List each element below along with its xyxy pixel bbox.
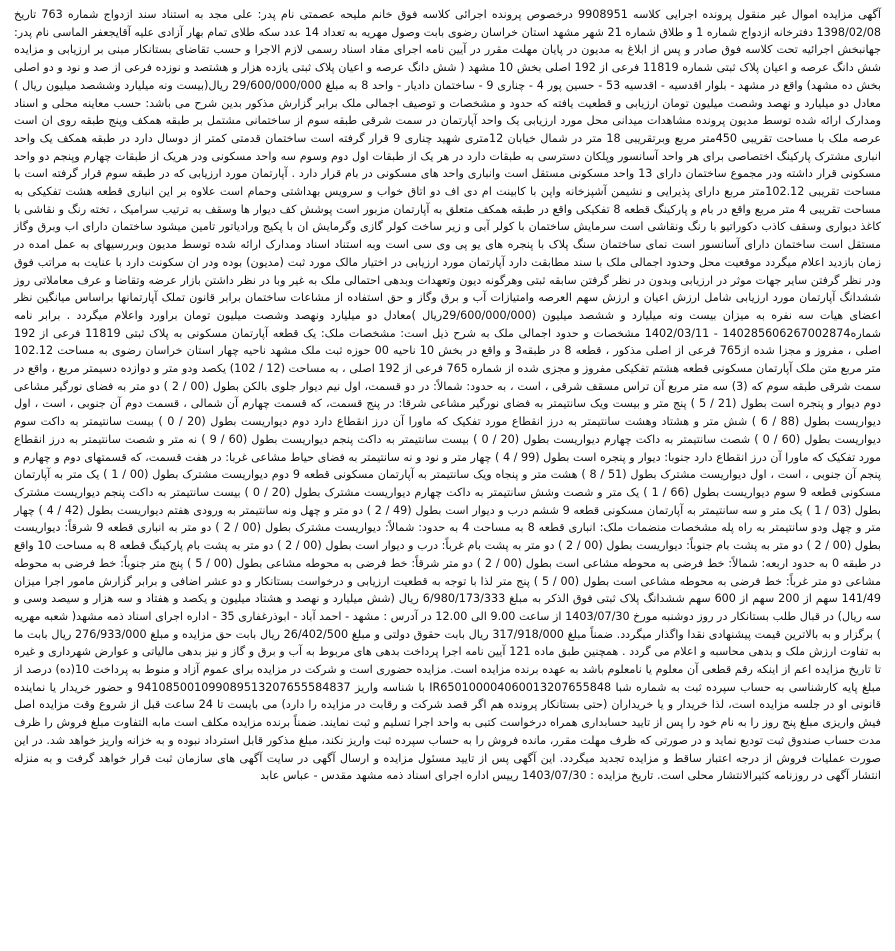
auction-notice-body: آگهی مزایده اموال غیر منقول پرونده اجرایی کلاسه 9908951 درخصوص پرونده اجرائی کلاسه فوق خانم ملیحه عصمتی نام پدر: علی مجد به استناد سند ازدواج شماره 763 تاریخ 1398/02/08 دفترخانه ازدواج شماره 1 و طلاق شماره 21 شهر مشهد استان خراسان رضوی بابت وصول مهریه به تعداد 14 عدد سکه طلای تمام بهار آزادی علیه آقایجعفر الماسی نام پدر: جهانبخش اجرائیه تحت کلاسه فوق صادر و پس از ابلاغ به مدیون در پایان مهلت مقرر در آیین نامه اجرای مفاد اسناد رسمی لازم الاجرا و حسب تقاضای بستانکار مبنی بر ارزیابی و مزایده شش دانگ عرصه و اعیان پلاک ثبتی شماره 11819 فرعی از 192 اصلی بخش 10 مشهد ( شش دانگ عرصه و اعیان پلاک ثبتی یازده هزار و هشتصد و نوزده فرعی از صد و نود و دو اصلی بخش ده مشهد) واقع در مشهد - بلوار اقدسیه - اقدسیه 53 - حسین پور 4 - چناری 9 - ساختمان دادیار - واحد 8 به مبلغ 29/600/000/000 ریال(بیست ونه میلیارد وششصد میلیون ریال ) معادل دو میلیارد و نهصد وشصت میلیون تومان ارزیابی و قطعیت یافته که حدود و مشخصات و توصیف اجمالی ملک برابر گزارش مذکور بدین شرح می باشد: حسب معاینه محلی و اسناد ومدارک ارائه شده توسط مدیون پرونده مشاهدات میدانی محل مورد ارزیابی یک واحد آپارتمان در سمت شرقی طبقه سوم از ساختمانی مشتمل بر طبقه همکف وپنج طبقه روی ان است عرصه ملک با مساحت تقریبی 450متر مربع وبرتقریبی 18 متر در شمال خیابان 12متری شهید چناری 9 قرار گرفته است ساختمان قدمتی کمتر از دوسال دارد در طبقه همکف یک واحد انباری مشترک پارکینگ اختصاصی برای هر واحد آسانسور وپلکان دسترسی به طبقات دارد در هر یک از طبقات اول دوم وسوم سه واحد مسکونی ودر هریک از طبقات چهارم وپنجم دو واحد مسکونی قرار داشته ودر مجموع ساختمان دارای 13 واحد مسکونی مستقل است وانباری واحد های مسکونی در بام قرار دارد . آپارتمان مورد ارزیابی که در طبقه سوم قرار گرفته است با مساحت تقریبی 102.12متر مربع دارای پذیرایی و نشیمن آشپزخانه واپن با کابینت ام دی اف دو اتاق خواب و سرویس بهداشتی وحمام است علاوه بر این انباری قطعه هشت تفکیکی به مساحت تقریبی 4 متر مربع واقع در بام و پارکینگ قطعه 8 تفکیکی واقع در طبقه همکف متعلق به آپارتمان مزبور است پوشش کف دیوار ها وسقف به ترتیب سرامیک ، تخته رنگ و نقاشی با کاغذ دیواری وسقف کاذب دکوراتیو با رنگ ونقاشی است سرمایش ساختمان با کولر آبی و زیر ساخت کولر گازی وگرمایش ان با پکیج ورادیاتور تامین میشود ساختمان دارای اب وبرق وگاز مستقل است ساختمان دارای آسانسور است نمای ساختمان سنگ پلاک با پنجره های یو پی وی سی است وبه استناد اسناد ومدارک ارائه شده توسط مدیون وبررسیهای به عمل امده در زمان بازدید اعلام میگردد موقعیت محل وحدود اجمالی ملک با سند مطابقت دارد آپارتمان مورد ارزیابی در اختیار مالک مورد ثبت (مدیون) بوده ودر ان سکونت دارد با عنایت به مراتب فوق ودر نظر گرفتن سایر جهات موثر در ارزیابی وبدون در نظر گرفتن سابقه ثبتی وهرگونه دیون وتعهدات وبدهی احتمالی ملک به غیر وبا در نظر داشتن بازار عرضه وتقاضا و عرف معاملاتی روز ششدانگ آپارتمان مورد ارزیابی شامل ارزش اعیان و ارزش سهم العرصه وامتیازات آب و برق وگاز و حق استفاده از مشاعات ساختمان برابر قانون تملک آپارتمانها براساس میانگین نظر اعضای هیات سه نفره به میزان بیست ونه میلیارد و ششصد میلیون (29/600/000/000ریال )معادل دو میلیارد ونهصد وشصت میلیون تومان براورد واعلام میگردد . برابر نامه شماره140285606267002874 - 1402/03/11 مشخصات و حدود اجمالی ملک به شرح ذیل است: مشخصات ملک: یک قطعه آپارتمان مسکونی به پلاک ثبتی 11819 فرعی از 192 اصلی ، مفروز و مجزا شده از765 فرعی از اصلی مذکور ، قطعه 8 در طبقه3 و واقع در بخش 10 ناحیه 00 حوزه ثبت ملک مشهد ناحیه چهار استان خراسان رضوی به مساحت 102.12 متر مربع متن ملک آپارتمان مسکونی قطعه هشتم تفکیکی مفروز و مجزی شده از شماره 765 فرعی از 192 اصلی ، به مساحت (12 / 102) یکصد ودو متر و دوازده دسیمتر مربع ، واقع در سمت شرقی طبقه سوم که (3) سه متر مربع آن تراس مسقف شرقی ، است ، به حدود: شمالاً: در دو قسمت، اول نیم دیوار جلوی بالکن بطول (00 / 2 ) دو متر به فضای نورگیر مشاعی دوم دیوار و پنجره است بطول (21 / 5 ) پنج متر و بیست ویک سانتیمتر به فضای نورگیر مشاعی شرقا: در پنج قسمت، که قسمت چهارم آن شمالی ، قسمت دوم آن جنوبی ، است ، اول دیواریست بطول (88 / 6 ) شش متر و هشتاد وهشت سانتیمتر به درز انقطاع مورد تفکیک که ماورا آن درز انقطاع دارد دوم دیواریست بطول (20 / 0 ) بیست سانتیمتر به داکت سوم دیواریست بطول (60 / 0 ) شصت سانتیمتر به داکت چهارم دیواریست بطول (20 / 0 ) بیست سانتیمتر به داکت پنجم دیواریست بطول (60 / 9 ) نه متر و شصت سانتیمتر به درز انقطاع مورد تفکیک که ماورا آن درز انقطاع دارد جنوبا: دیوار و پنجره است بطول (99 / 4 ) چهار متر و نود و نه سانتیمتر به فضای حیاط مشاعی غربا: در هفت قسمت، که قسمتهای دوم و چهارم و پنجم آن جنوبی ، است ، اول دیواریست مشترک بطول (51 / 8 ) هشت متر و پنجاه ویک سانتیمتر به آپارتمان مسکونی قطعه 9 دوم دیواریست مشترک بطول (00 / 1 ) یک متر به آپارتمان مسکونی قطعه 9 سوم دیواریست بطول (66 / 1 ) یک متر و شصت وشش سانتیمتر به داکت چهارم دیواریست مشترک بطول (20 / 0 ) بیست سانتیمتر به داکت پنجم دیواریست مشترک بطول (03 / 1 ) یک متر و سه سانتیمتر به آپارتمان مسکونی قطعه 9 ششم درب و دیوار است بطول (49 / 2 ) دو متر و چهل ونه سانتیمتر به ورودی هفتم دیواریست بطول (42 / 4 ) چهار متر و چهل ودو سانتیمتر به راه پله مشخصات منضمات ملک: انباری قطعه 8 به مساحت 4 به حدود: شمالاً: دیواریست مشترک بطول (00 / 2 ) دو متر به انباری قطعه 9 شرقاً: دیواریست بطول (00 / 2 ) دو متر به پشت بام جنوباً: دیواریست بطول (00 / 2 ) دو متر به پشت بام غرباً: درب و دیوار است بطول (00 / 2 ) دو متر به پشت بام پارکینگ قطعه 8 به مساحت 10 واقع در طبقه 0 به حدود اربعه: شمالاً: خط فرضی به محوطه مشاعی است بطول (00 / 2 ) دو متر شرقاً: خط فرضی به محوطه مشاعی بطول (00 / 5 ) پنج متر جنوباً: خط فرضی به محوطه مشاعی دو متر غرباً: خط فرضی به محوطه مشاعی است بطول (00 / 5 ) پنج متر لذا با توجه به قطعیت ارزیابی و درخواست بستانکار و دو عشر اضافی و برابر گزارش مامور اجرا میزان 141/49 سهم از 200 سهم از 600 سهم ششدانگ پلاک ثبتی فوق الذکر به مبلغ 6/980/173/333 ریال (شش میلیارد و نهصد و هشتاد میلیون و یکصد و هفتاد و سه هزار و سیصد وسی و سه ریال) در قبال طلب بستانکار در روز دوشنبه مورخ 1403/07/30 از ساعت 9.00 الی 12.00 در آدرس : مشهد - احمد آباد - ابوذرغفاری 35 - اداره اجرای اسناد ذمه مشهد( شعبه مهریه ) برگزار و به بالاترین قیمت پیشنهادی نقدا واگذار میگردد. ضمناً مبلغ 317/918/000 ریال بابت حقوق دولتی و مبلغ 26/402/500 ریال بابت حق مزایده و مبلغ 276/933/000 ریال بابت ما به تفاوت ارزش ملک و بدهی محاسبه و اعلام می گردد . همچنین طبق ماده 121 آیین نامه اجرا پرداخت بدهی های مربوط به آب و برق و گاز و نیز بدهی مالیاتی و عوارض شهرداری و غیره تا تاریخ مزایده اعم از اینکه رقم قطعی آن معلوم یا نامعلوم باشد به عهده برنده مزایده است. مزایده حضوری است و شرکت در مزایده برای عموم آزاد و منوط به پرداخت 10(ده) درصد از مبلغ پایه کارشناسی به حساب سپرده ثبت به شماره شبا IR650100004060013207655848 با شناسه واریز 941085001099089513207655584837 و حضور خریدار یا نماینده قانونی او در جلسه مزایده است، لذا خریدار و یا خریداران (حتی بستانکار پرونده هم اگر قصد شرکت و رقابت در مزایده را دارد) می بایست تا 24 ساعت قبل از شروع وقت مزایده اصل فیش واریزی مبلغ پنج روز را به نام خود را پس از تایید حسابداری همراه درخواست کتبی به واحد اجرا تسلیم و ثبت نمایند. ضمناً برنده مزایده مکلف است مابه التفاوت مبلغ فروش را ظرف مدت حساب صندوق ثبت تودیع نماید و در صورتی که ظرف مهلت مقرر، مانده فروش را به حساب سپرده ثبت واریز نکند، مبلغ مذکور قابل استرداد نبوده و به خزانه واریز خواهد شد. در این صورت عملیات فروش از درجه اعتبار ساقط و مزایده تجدید میگردد. این آگهی پس از تایید مسئول مزایده و ارسال آگهی در سایت آگهی های سازمان ثبت قرار خواهد گرفت و به منزله انتشار آگهی در روزنامه کثیرالانتشار محلی است. تاریخ مزایده : 1403/07/30 رییس اداره اجرای اسناد ذمه مشهد مقدس - عباس عابد [14, 8, 882, 783]
